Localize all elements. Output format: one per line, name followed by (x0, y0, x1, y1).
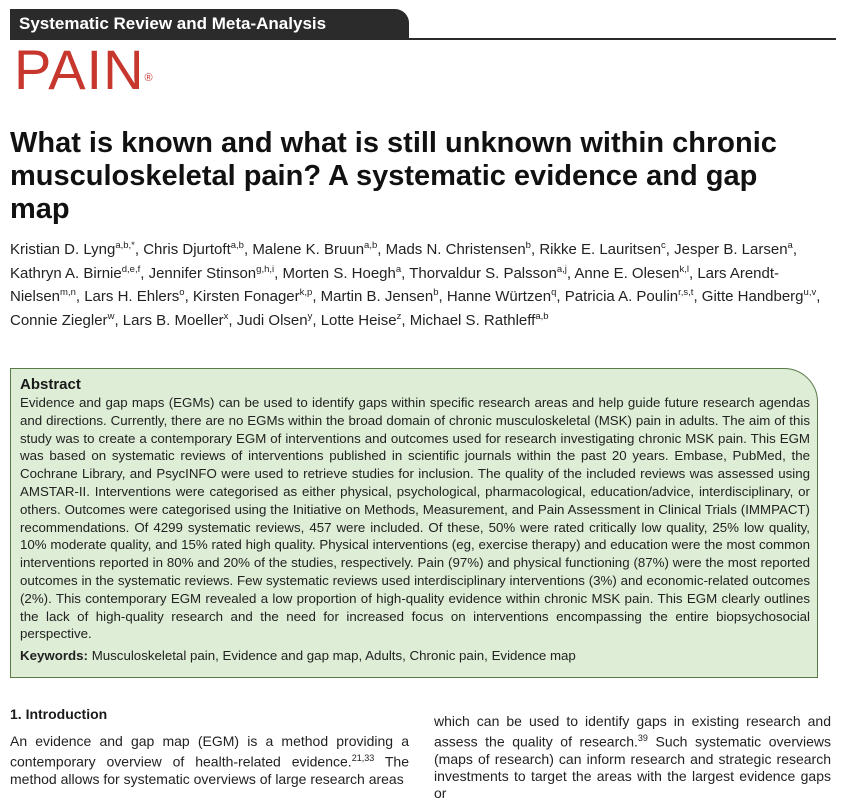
journal-logo (14, 38, 154, 102)
body-column-right (434, 713, 831, 802)
author-name-text: Michael S. Rathleff (409, 311, 536, 329)
article-title: What is known and what is still unknown within chronic musculoskeletal pain? A systematic evidence and gap map (10, 127, 777, 225)
intro-text-right-2: Such systematic overviews (maps of research) can inform research and strategic research investments to target the areas with the largest evidence gaps or (434, 733, 831, 801)
author-name[interactable] (252, 241, 377, 258)
author-name-text: Malene K. Bruun (252, 241, 365, 258)
affiliation-marker: a,b (364, 240, 378, 251)
section-label: Systematic Review and Meta-Analysis (19, 14, 327, 33)
author-name[interactable] (143, 241, 244, 258)
affiliation-marker: a,b (230, 240, 244, 251)
author-name[interactable] (702, 288, 816, 305)
section-heading: 1. Introduction (10, 706, 108, 722)
journal-name: PAIN (14, 38, 145, 101)
affiliation-marker: c (661, 240, 666, 251)
author-name[interactable] (447, 288, 557, 305)
body-column-left (10, 733, 409, 788)
author-name-text: Hanne Würtzen (446, 288, 552, 305)
author-name-text: Kirsten Fonager (192, 288, 300, 305)
author-name[interactable] (10, 265, 140, 282)
author-name[interactable] (149, 265, 275, 282)
affiliation-marker: g,h,i (256, 263, 275, 275)
author-name-text: Jennifer Stinson (148, 264, 257, 282)
author-name[interactable] (84, 288, 184, 305)
author-name[interactable] (321, 288, 439, 305)
intro-text-left-2: The method allows for systematic overviews of large research areas (10, 753, 409, 787)
author-name[interactable] (409, 265, 567, 282)
affiliation-marker: k,l (679, 263, 689, 275)
affiliation-marker: u,v (803, 287, 817, 298)
affiliation-marker: w (107, 310, 115, 322)
affiliation-marker: a (395, 263, 402, 275)
affiliation-marker: a,b,* (115, 240, 135, 251)
author-name[interactable] (282, 265, 401, 282)
author-name[interactable] (10, 241, 135, 258)
affiliation-marker: a (787, 240, 793, 251)
author-name[interactable] (410, 312, 549, 329)
author-name[interactable] (123, 312, 229, 329)
abstract-heading: Abstract (20, 376, 81, 393)
author-name-text: Jesper B. Larsen (674, 241, 788, 258)
author-name-text: Connie Ziegler (10, 311, 108, 329)
author-name[interactable] (539, 241, 665, 258)
citation-ref[interactable]: 21,33 (351, 753, 375, 763)
author-name[interactable] (10, 312, 114, 329)
author-name-text: Lars Arendt-Nielsen (10, 264, 780, 305)
affiliation-marker: k,p (299, 287, 313, 298)
author-name-text: Lotte Heise (320, 311, 397, 329)
author-name[interactable] (237, 312, 313, 329)
keywords (20, 647, 810, 665)
author-name-text: Martin B. Jensen (320, 288, 434, 305)
author-name-text: Morten S. Hoegh (282, 264, 396, 282)
author-name-text: Kathryn A. Birnie (10, 264, 122, 282)
author-name-text: Chris Djurtoft (143, 241, 231, 258)
affiliation-marker: x (223, 310, 229, 322)
affiliation-marker: d,e,f (121, 263, 141, 275)
author-name-text: Patricia A. Poulin (564, 288, 679, 305)
intro-text-left-1: An evidence and gap map (EGM) is a method providing a contemporary overview of health-related evidence. (10, 733, 409, 770)
author-name-text: Lars H. Ehlers (84, 288, 180, 305)
author-name[interactable] (321, 312, 402, 329)
citation-ref[interactable]: 39 (637, 733, 648, 743)
affiliation-marker: q (551, 287, 557, 298)
author-name[interactable] (574, 265, 689, 282)
affiliation-marker: b (433, 287, 439, 298)
affiliation-marker: b (525, 240, 531, 251)
author-name[interactable] (674, 241, 793, 258)
author-list: Kristian D. Lyng$^{a,b,*}$, Chris Djurtoft$^{a,b}$, Malene K. Bruun$^{a,b}$, Mads N. Christensen$^b$, Rikke E. Lauritsen$^c$, Jesper B. Larsen$^a$, Kathryn A. Birnie$^{d,e,f}$, Jennifer Stinson$^{g,h,i}$, Morten S. Hoegh$^a$, Thorvaldur S. Palsson$^{a,j}$, Anne E. Olesen$^{k,l}$, Lars Arendt-Nielsen$^{m,n}$, Lars H. Ehlers$^o$, Kirsten Fonager$^{k,p}$, Martin B. Jensen$^b$, Hanne Würtzen$^q$, Patricia A. Poulin$^{r,s,t}$, Gitte Handberg$^{u,v}$, Connie Ziegler$^w$, Lars B. Moeller$^x$, Judi Olsen$^y$, Lotte Heise$^z$, Michael S. Rathleff$^{a,b}$ (10, 240, 821, 329)
affiliation-marker: m,n (60, 287, 76, 298)
author-name-text: Gitte Handberg (701, 288, 804, 305)
author-name[interactable] (565, 288, 694, 305)
affiliation-marker: a,j (556, 263, 567, 275)
author-name-text: Rikke E. Lauritsen (539, 241, 662, 258)
abstract-body: Evidence and gap maps (EGMs) can be used to identify gaps within specific research areas and help guide future research agendas and directions. Currently, there are no EGMs within the broad domain of chronic musculoskeletal (MSK) pain in adults. The aim of this study was to create a contemporary EGM of interventions and outcomes used for research investigating chronic MSK pain. This EGM was based on systematic reviews of interventions published in scientific journals within the past 20 years. Embase, PubMed, the Cochrane Library, and PsycINFO were used to retrieve studies for inclusion. The quality of the included reviews was assessed using AMSTAR-II. Interventions were categorised as either physical, psychological, pharmacological, education/advice, interdisciplinary, or others. Outcomes were categorised using the Initiative on Methods, Measurement, and Pain Assessment in Clinical Trials (IMMPACT) recommendations. Of 4299 systematic reviews, 457 were included. Of these, 50% were rated critically low quality, 25% low quality, 10% moderate quality, and 15% rated high quality. Physical interventions (eg, exercise therapy) and education were the most common interventions reported in 80% and 20% of the studies, respectively. Pain (97%) and physical functioning (87%) were the most reported outcomes in the systematic reviews. Few systematic reviews used interdisciplinary interventions (3%) and economic-related outcomes (2%). This contemporary EGM revealed a low proportion of high-quality evidence within chronic MSK pain. This EGM clearly outlines the lack of high-quality research and the need for increased focus on interventions encompassing the entire biopsychosocial perspective. (20, 395, 810, 642)
section-label-tab (10, 9, 409, 39)
author-name-text: Lars B. Moeller (122, 311, 224, 329)
keywords-label: Keywords: (20, 648, 88, 664)
author-name-text: Thorvaldur S. Palsson (409, 264, 557, 282)
author-name[interactable] (386, 241, 531, 258)
affiliation-marker: z (396, 310, 402, 322)
author-name[interactable] (193, 288, 312, 305)
abstract-box (10, 368, 818, 678)
author-name-text: Anne E. Olesen (574, 264, 680, 282)
author-name-text: Judi Olsen (236, 311, 308, 329)
registered-mark: ® (144, 72, 154, 84)
affiliation-marker: o (179, 287, 185, 298)
author-name-text: Mads N. Christensen (385, 241, 526, 258)
affiliation-marker: a,b (535, 310, 549, 322)
affiliation-marker: r,s,t (678, 287, 694, 298)
affiliation-marker: y (307, 310, 313, 322)
author-name-text: Kristian D. Lyng (10, 241, 116, 258)
intro-text-right-1: which can be used to identify gaps in existing research and assess the quality of research. (434, 713, 831, 750)
keywords-list: Musculoskeletal pain, Evidence and gap map, Adults, Chronic pain, Evidence map (91, 648, 576, 664)
